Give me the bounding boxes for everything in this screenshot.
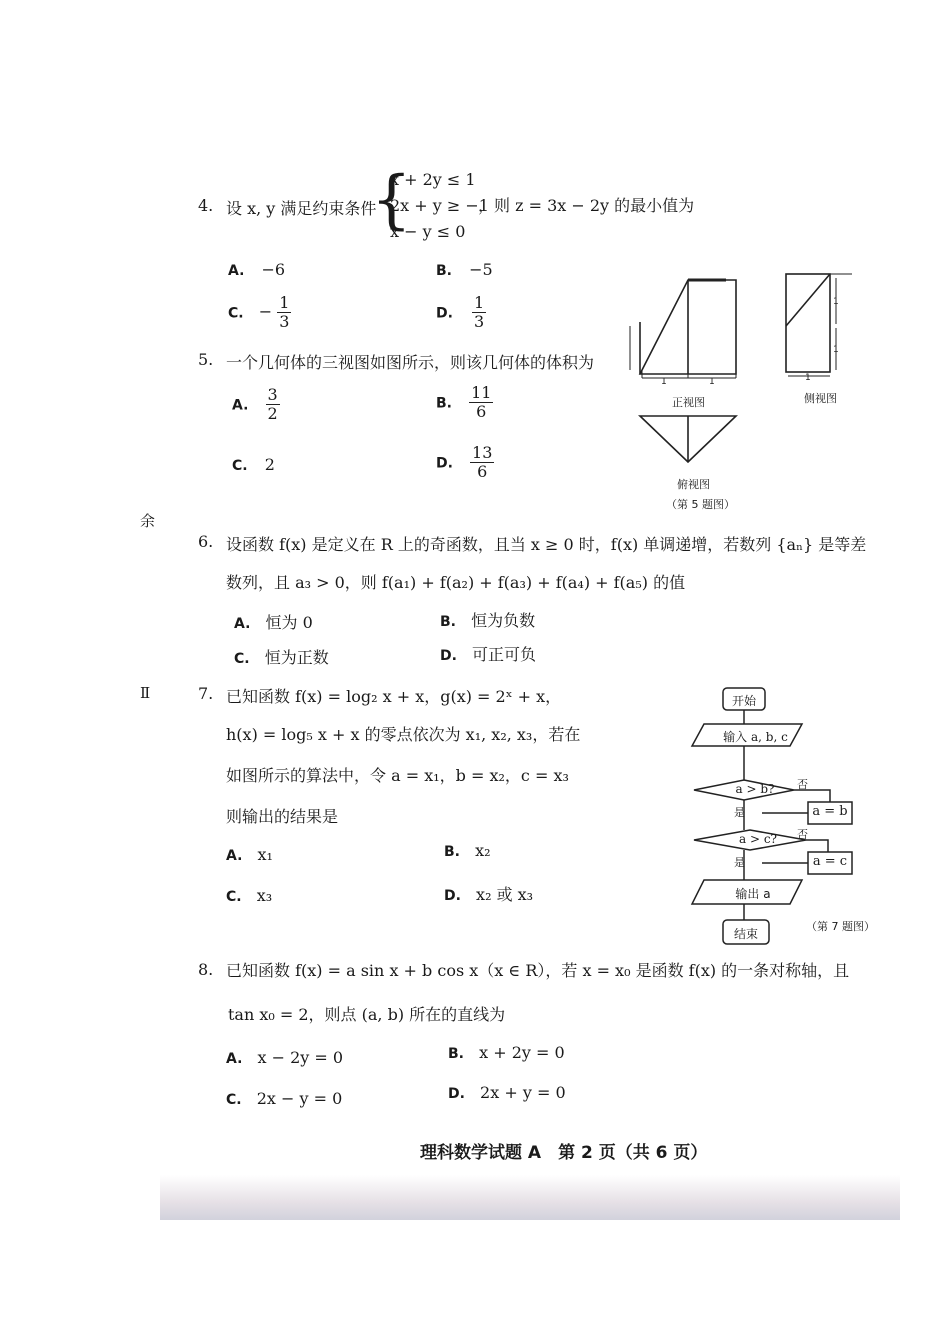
- question-text: h(x) = log₅ x + x 的零点依次为 x₁, x₂, x₃，若在: [226, 725, 581, 744]
- dimension-label: 1: [833, 297, 839, 307]
- flow-no-label: 否: [797, 828, 808, 841]
- option-value: −5: [469, 260, 493, 279]
- option-label: D.: [448, 1086, 465, 1102]
- fraction: [277, 294, 291, 332]
- minus-sign: −: [258, 302, 273, 322]
- option-value: 2: [264, 455, 275, 474]
- flow-yes-label: 是: [734, 806, 745, 819]
- brace: {: [371, 163, 412, 237]
- flow-output: 输出 a: [735, 887, 771, 901]
- question-text: 如图所示的算法中，令 a = x₁，b = x₂，c = x₃: [226, 766, 569, 785]
- question-number: 6.: [198, 532, 214, 551]
- option-label: B.: [444, 844, 460, 860]
- flow-input: 输入 a, b, c: [723, 730, 788, 744]
- option-label: A.: [232, 397, 249, 414]
- question-text: 设 x, y 满足约束条件: [226, 199, 377, 218]
- option-label: D.: [440, 648, 457, 664]
- question-text: 已知函数 f(x) = a sin x + b cos x（x ∈ R），若 x = x₀ 是函数 f(x) 的一条对称轴，且: [226, 961, 850, 980]
- question-text: ，则 z = 3x − 2y 的最小值为: [478, 196, 695, 215]
- option-value: 2x − y = 0: [256, 1089, 343, 1108]
- option-c: [226, 1089, 342, 1108]
- option-value: x₂: [475, 841, 491, 860]
- option-b: [440, 608, 535, 631]
- question-number: 7.: [198, 684, 214, 703]
- question-text: 则输出的结果是: [226, 807, 339, 826]
- option-label: A.: [226, 848, 243, 864]
- option-value: −6: [261, 260, 286, 279]
- question-text: 已知函数 f(x) = log₂ x + x，g(x) = 2ˣ + x，: [226, 687, 562, 706]
- constraint: x − y ≤ 0: [390, 222, 466, 241]
- option-c: [234, 645, 329, 668]
- option-value: x − 2y = 0: [257, 1048, 344, 1067]
- option-value: 可正可负: [472, 645, 537, 664]
- option-c: [232, 455, 275, 474]
- option-b: [436, 384, 493, 422]
- option-value: x + 2y = 0: [479, 1043, 565, 1062]
- top-view-label: 俯视图: [677, 478, 710, 491]
- numerator: 1: [474, 293, 485, 312]
- numerator: 13: [472, 443, 493, 462]
- fraction: [472, 294, 486, 332]
- top-view: [640, 416, 736, 462]
- dimension-label: 1: [709, 377, 715, 387]
- option-label: C.: [228, 305, 244, 322]
- option-label: A.: [234, 616, 251, 632]
- constraint: x + 2y ≤ 1: [390, 170, 476, 189]
- option-c: [228, 294, 291, 332]
- dimension-label: 1: [805, 373, 811, 383]
- option-label: A.: [228, 263, 245, 279]
- option-label: D.: [444, 888, 461, 904]
- option-d: [448, 1083, 566, 1102]
- option-a: [226, 1048, 343, 1067]
- fraction: [469, 384, 493, 422]
- side-view-label: 侧视图: [804, 392, 837, 405]
- question-text: 数列，且 a₃ > 0，则 f(a₁) + f(a₂) + f(a₃) + f(a₄) + f(a₅) 的值: [226, 573, 686, 592]
- option-value: x₁: [257, 845, 273, 864]
- dimension-label: 1: [833, 345, 839, 355]
- scan-smudge: [160, 1175, 900, 1220]
- numerator: 11: [471, 383, 492, 402]
- option-a: [226, 845, 273, 864]
- option-label: C.: [226, 1092, 242, 1108]
- option-label: C.: [234, 651, 250, 667]
- option-b: [448, 1043, 565, 1062]
- question-text: tan x₀ = 2，则点 (a, b) 所在的直线为: [228, 1005, 506, 1024]
- flow-yes-label: 是: [734, 856, 745, 869]
- option-a: [234, 610, 313, 633]
- flow-condition-2: a > c?: [739, 832, 777, 846]
- numerator: 3: [267, 385, 278, 404]
- option-d: [436, 294, 486, 332]
- question-text: 设函数 f(x) 是定义在 R 上的奇函数，且当 x ≥ 0 时，f(x) 单调递增，若数列 {aₙ} 是等差: [226, 535, 867, 554]
- option-label: C.: [232, 458, 248, 474]
- question-number: 5.: [198, 350, 214, 369]
- option-value: 恒为负数: [471, 611, 536, 630]
- page-footer: 理科数学试题 A 第 2 页（共 6 页）: [420, 1143, 708, 1163]
- option-value: 恒为 0: [265, 613, 313, 632]
- option-label: B.: [436, 263, 452, 279]
- flowchart-lines: [690, 684, 870, 954]
- figure-caption: （第 7 题图）: [806, 920, 875, 933]
- option-b: [436, 260, 493, 279]
- question-number: 4.: [198, 196, 214, 215]
- question-number: 8.: [198, 960, 214, 979]
- flow-assign-2: a = c: [812, 854, 848, 869]
- option-d: [436, 444, 494, 482]
- option-value: 2x + y = 0: [480, 1083, 566, 1102]
- option-a: [232, 386, 280, 424]
- denominator: 6: [477, 462, 488, 482]
- front-view: [630, 280, 736, 378]
- option-label: A.: [226, 1051, 243, 1067]
- margin-mark: 余: [140, 512, 156, 530]
- denominator: 6: [476, 402, 487, 422]
- flow-start: 开始: [731, 694, 756, 708]
- flow-end: 结束: [733, 927, 758, 941]
- option-label: D.: [436, 305, 453, 322]
- denominator: 2: [267, 404, 278, 424]
- fraction: [266, 386, 280, 424]
- option-value: x₃: [256, 886, 273, 905]
- option-a: [228, 260, 285, 279]
- option-d: [440, 642, 536, 665]
- flow-no-label: 否: [797, 778, 808, 791]
- option-label: C.: [226, 889, 242, 905]
- denominator: 3: [474, 312, 485, 332]
- option-value: 恒为正数: [264, 648, 329, 667]
- margin-mark: Ⅱ: [140, 684, 151, 702]
- option-value: x₂ 或 x₃: [476, 885, 534, 904]
- constraint: 2x + y ≥ −1: [390, 196, 489, 215]
- flow-condition-1: a > b?: [735, 782, 775, 796]
- option-label: B.: [436, 395, 452, 412]
- fraction: [470, 444, 494, 482]
- front-view-label: 正视图: [672, 396, 705, 409]
- question-text: 一个几何体的三视图如图所示，则该几何体的体积为: [226, 353, 595, 372]
- option-b: [444, 841, 491, 860]
- denominator: 3: [279, 312, 290, 332]
- option-label: B.: [440, 614, 456, 630]
- option-label: D.: [436, 455, 453, 472]
- dimension-label: 1: [661, 377, 667, 387]
- side-view: [786, 274, 852, 376]
- option-d: [444, 882, 533, 905]
- flow-assign-1: a = b: [812, 804, 848, 819]
- option-label: B.: [448, 1046, 464, 1062]
- option-c: [226, 886, 272, 905]
- numerator: 1: [279, 293, 290, 312]
- figure-caption: （第 5 题图）: [666, 498, 735, 511]
